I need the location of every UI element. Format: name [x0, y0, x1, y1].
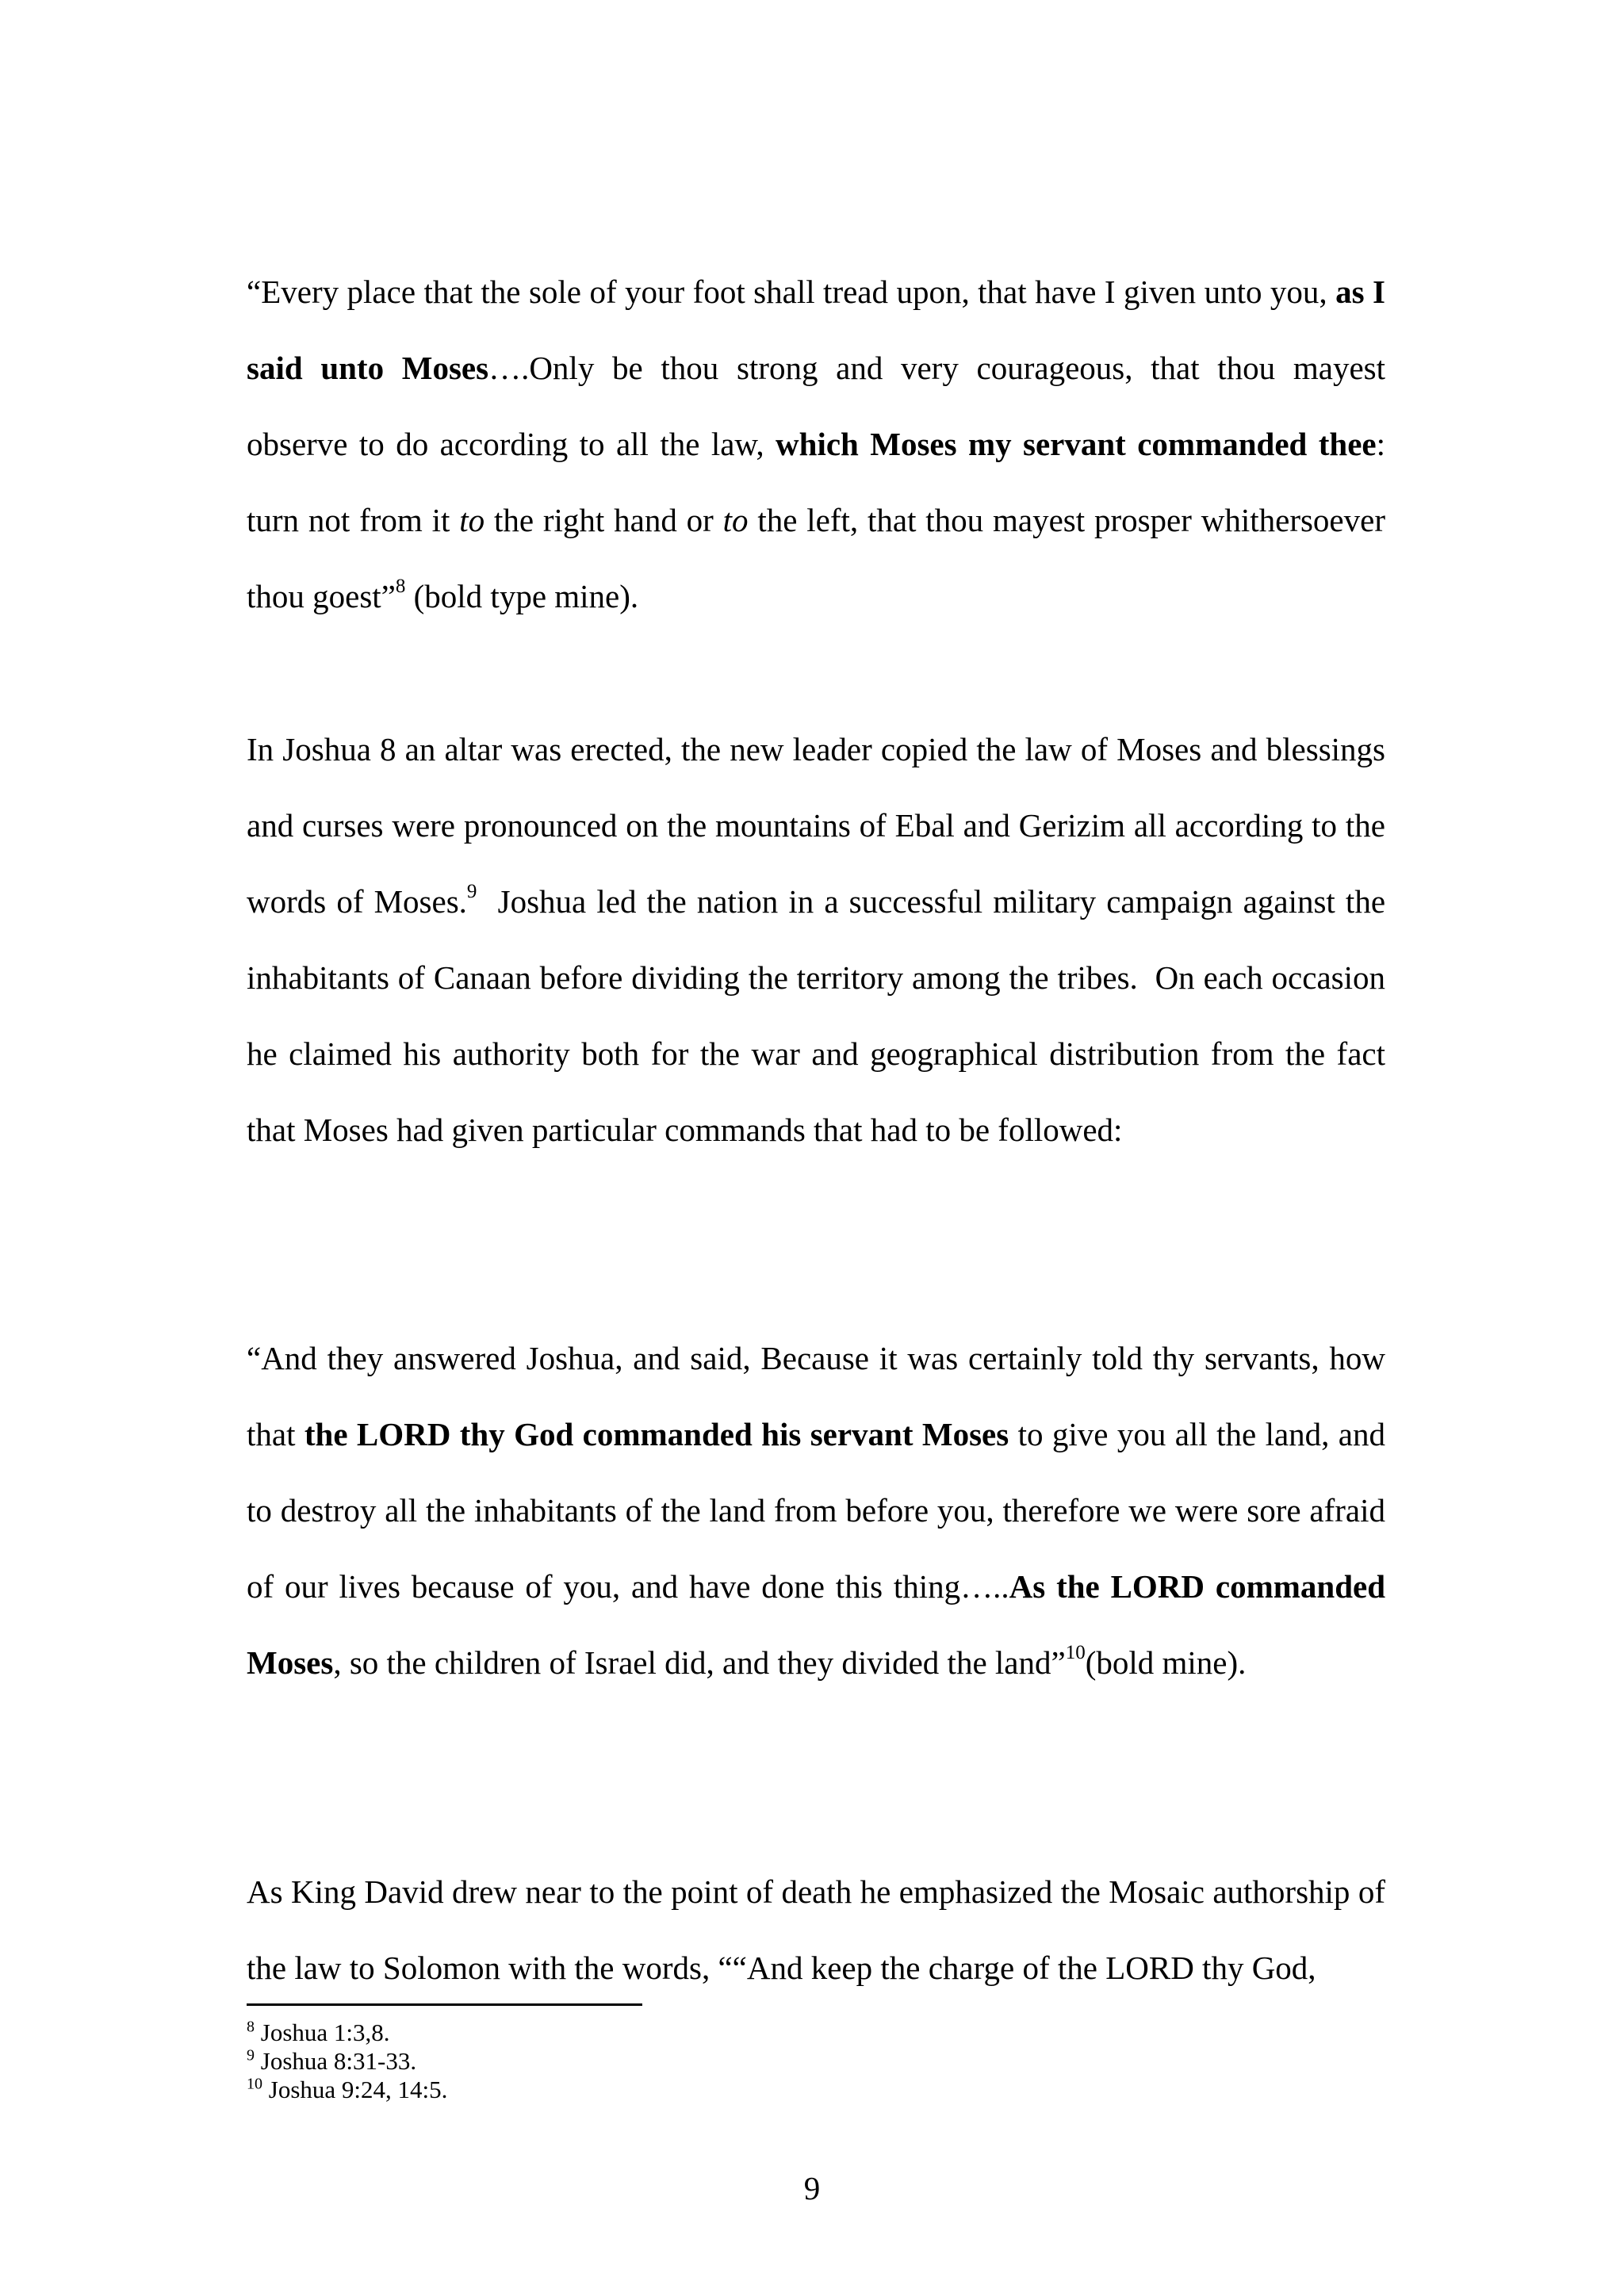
text-run: (bold mine). — [1085, 1644, 1247, 1681]
italic-text: to — [722, 502, 749, 538]
footnote-text: Joshua 1:3,8. — [260, 2019, 390, 2046]
footnote-text: Joshua 9:24, 14:5. — [268, 2076, 448, 2103]
text-run: ….Only be thou strong and very courageous, that thou mayest observe to do according to all the law, — [247, 350, 1385, 462]
footnote-number: 10 — [247, 2075, 262, 2093]
text-run: (bold type mine). — [405, 578, 639, 614]
footnote-reference[interactable]: 9 — [466, 881, 477, 903]
text-run: “Every place that the sole of your foot shall tread upon, that have I given unto you, — [247, 274, 1336, 310]
text-run: the left, that thou mayest prosper whithersoever thou goest” — [247, 502, 1385, 614]
footnote-10 — [247, 2076, 1385, 2104]
paragraph-2 — [247, 711, 1394, 1168]
footnote-separator — [247, 2003, 642, 2006]
footnote-reference[interactable]: 10 — [1065, 1642, 1086, 1664]
paragraph-1 — [247, 254, 1385, 634]
footnote-reference[interactable]: 8 — [395, 576, 406, 598]
text-run: In Joshua 8 an altar was erected, the new leader copied the law of Moses and blessings and curses were pronounced on the mountains of Ebal and Gerizim all according to the words of Moses. — [247, 731, 1385, 920]
text-run: Joshua led the nation in a successful military campaign against the inhabitants of Canaan before dividing the territory among the tribes. On each occasion he claimed his authority both for the war and geographical distribution from the fact that Moses had given particular commands that had to be followed: — [247, 883, 1394, 1148]
footnote-text: Joshua 8:31-33. — [260, 2047, 417, 2075]
bold-text: as I said unto Moses — [247, 274, 1385, 386]
footnote-8 — [247, 2019, 1385, 2047]
text-run: : turn not from it — [247, 426, 1385, 538]
text-run: As King David drew near to the point of death he emphasized the Mosaic authorship of the law to Solomon with the words, ““And keep the charge of the LORD thy God, — [247, 1873, 1385, 1986]
footnotes — [247, 2019, 1385, 2104]
paragraph-3 — [247, 1320, 1385, 1701]
text-run: “And they answered Joshua, and said, Because it was certainly told thy servants, how that — [247, 1340, 1385, 1452]
text-run: the right hand or — [485, 502, 723, 538]
text-run: to give you all the land, and to destroy all the inhabitants of the land from before you, therefore we were sore afraid of our lives because of you, and have done this thing….. — [247, 1416, 1385, 1605]
bold-text: the LORD thy God commanded his servant Moses — [304, 1416, 1009, 1452]
bold-text: which Moses my servant commanded thee — [776, 426, 1377, 462]
paragraph-4 — [247, 1854, 1385, 2006]
footnote-9 — [247, 2047, 1385, 2076]
text-run: , so the children of Israel did, and they divided the land” — [333, 1644, 1066, 1681]
italic-text: to — [459, 502, 485, 538]
page-number: 9 — [803, 2170, 821, 2206]
footnote-number: 9 — [247, 2046, 255, 2064]
bold-text: As the LORD commanded Moses — [247, 1568, 1385, 1681]
footnote-number: 8 — [247, 2018, 255, 2036]
